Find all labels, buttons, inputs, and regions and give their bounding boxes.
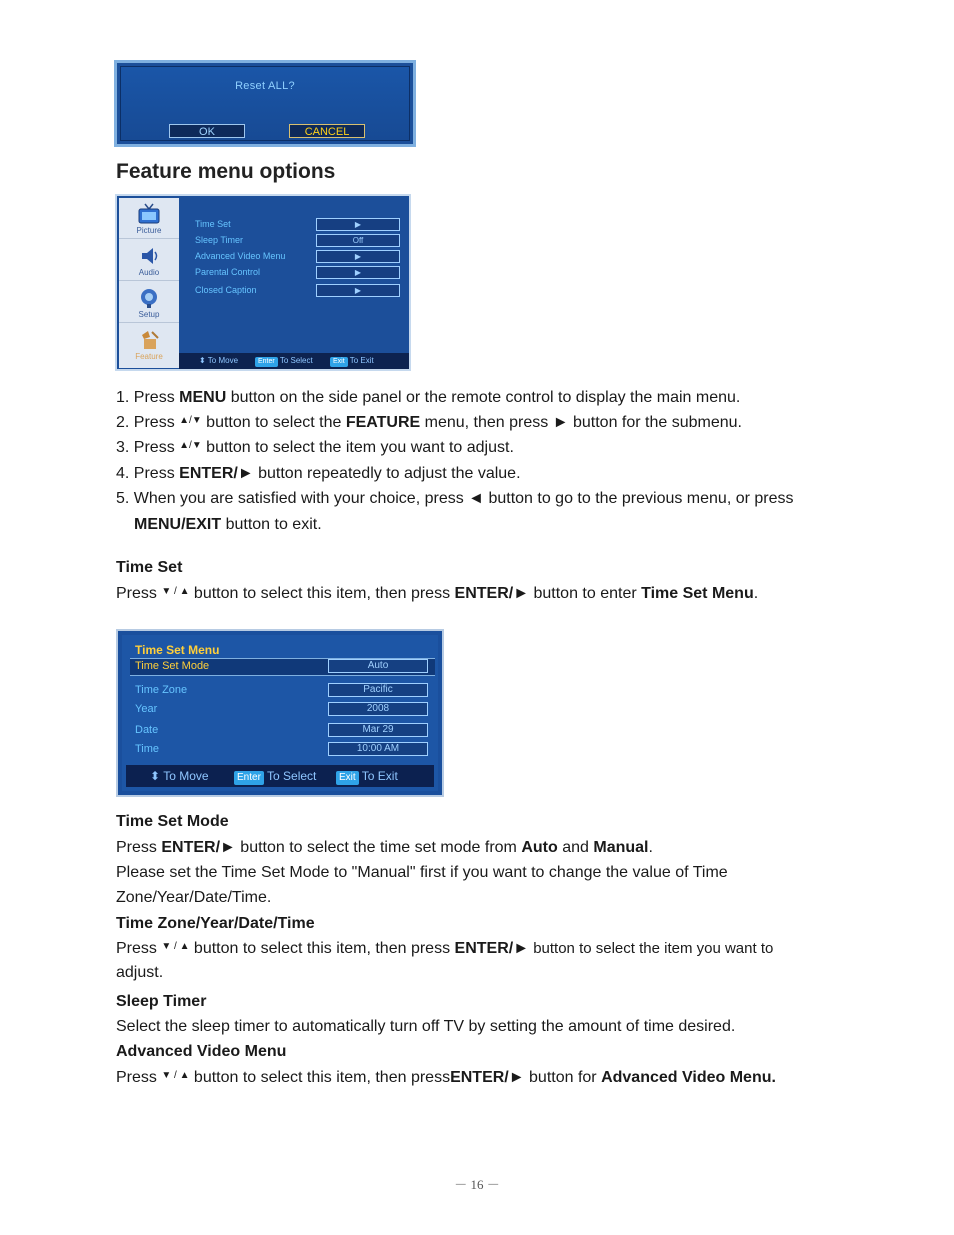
- menu-row-label: Time: [135, 743, 160, 755]
- menu-row-value: ▶: [316, 284, 400, 297]
- sidebar-label: Audio: [138, 268, 160, 277]
- menu-row-label: Parental Control: [195, 267, 261, 277]
- menu-row-value: Off: [316, 234, 400, 247]
- up-down-arrow-icon: ⬍: [150, 769, 161, 783]
- page-heading: Feature menu options: [116, 160, 336, 183]
- page-number: － 16 －: [454, 1177, 500, 1192]
- menu-row-value: ▶: [316, 266, 400, 279]
- menu-sidebar: [119, 198, 179, 368]
- menu-row-value: Auto: [328, 659, 428, 673]
- reset-dialog-screenshot: [114, 60, 416, 147]
- select-hint-label: To Select: [267, 769, 317, 783]
- feature-menu-screenshot: [115, 194, 411, 371]
- advanced-video-heading: Advanced Video Menu: [116, 1043, 287, 1060]
- menu-row-value: ▶: [316, 218, 400, 231]
- time-set-mode-line-3: Zone/Year/Date/Time.: [116, 889, 272, 906]
- tv-icon: [136, 203, 162, 225]
- menu-row-value: Pacific: [328, 683, 428, 697]
- time-zone-line-1: Press ▼ / ▲ button to select this item, then press ENTER/► button to select the item you want to: [116, 940, 774, 957]
- ok-button: OK: [169, 124, 245, 138]
- select-hint-label: To Select: [279, 356, 313, 365]
- menu-row: [135, 702, 435, 718]
- sleep-timer-heading: Sleep Timer: [116, 993, 207, 1010]
- menu-row-label: Time Set Mode: [135, 660, 210, 672]
- step-1: 1. Press MENU button on the side panel or the remote control to display the main menu.: [116, 389, 741, 406]
- satellite-dish-icon: [136, 287, 162, 309]
- reset-dialog-panel: [120, 66, 410, 141]
- menu-row: [195, 284, 405, 298]
- time-set-menu-panel: [122, 635, 438, 791]
- move-hint: [150, 769, 209, 783]
- select-hint: [234, 769, 316, 785]
- sidebar-label: Setup: [138, 310, 160, 319]
- menu-row-label: Sleep Timer: [195, 235, 244, 245]
- time-set-heading: Time Set: [116, 559, 183, 576]
- menu-row: [135, 683, 435, 699]
- advanced-video-text: Press ▼ / ▲ button to select this item, then pressENTER/► button for Advanced Video Menu.: [116, 1069, 776, 1086]
- down-up-arrows-icon: ▼ / ▲: [161, 941, 190, 953]
- time-zone-heading: Time Zone/Year/Date/Time: [116, 915, 315, 932]
- step-4: 4. Press ENTER/► button repeatedly to adjust the value.: [116, 465, 521, 482]
- menu-row-selected: [130, 658, 435, 676]
- menu-row: [195, 218, 405, 232]
- sidebar-label: Feature: [135, 352, 163, 361]
- sidebar-item-audio: [119, 240, 179, 281]
- time-set-mode-heading: Time Set Mode: [116, 813, 229, 830]
- menu-row: [195, 266, 405, 280]
- up-down-arrows-icon: ▲/▼: [179, 440, 202, 452]
- exit-hint: [336, 769, 398, 785]
- step-5: 5. When you are satisfied with your choice, press ◄ button to go to the previous menu, or press: [116, 490, 794, 507]
- cancel-button: CANCEL: [289, 124, 365, 138]
- exit-key-badge: Exit: [336, 771, 359, 785]
- menu-row-value: 10:00 AM: [328, 742, 428, 756]
- select-hint: [255, 356, 313, 367]
- step-5-continued: MENU/EXIT button to exit.: [134, 516, 322, 533]
- reset-question: Reset ALL?: [235, 80, 295, 92]
- move-hint: [199, 356, 238, 365]
- menu-row-label: Time Set: [195, 219, 231, 229]
- time-set-text: Press ▼ / ▲ button to select this item, then press ENTER/► button to enter Time Set Menu.: [116, 585, 759, 602]
- menu-row-value: Mar 29: [328, 723, 428, 737]
- down-up-arrows-icon: ▼ / ▲: [161, 586, 190, 598]
- sidebar-item-setup: [119, 282, 179, 323]
- time-set-menu-screenshot: [116, 629, 444, 797]
- move-hint-label: To Move: [163, 769, 209, 783]
- sleep-timer-text: Select the sleep timer to automatically turn off TV by setting the amount of time desired.: [116, 1018, 736, 1035]
- enter-key-badge: Enter: [255, 357, 278, 367]
- menu-row: [135, 723, 435, 739]
- menu-row: [195, 234, 405, 248]
- menu-row-label: Time Zone: [135, 684, 188, 696]
- sidebar-label: Picture: [136, 226, 162, 235]
- step-2: 2. Press ▲/▼ button to select the FEATURE menu, then press ► button for the submenu.: [116, 414, 742, 431]
- menu-row-value: 2008: [328, 702, 428, 716]
- exit-key-badge: Exit: [330, 357, 348, 367]
- exit-hint: [330, 356, 374, 367]
- menu-row-label: Year: [135, 703, 158, 715]
- menu-footer: [126, 765, 434, 787]
- time-zone-line-2: adjust.: [116, 964, 164, 981]
- step-3: 3. Press ▲/▼ button to select the item you want to adjust.: [116, 439, 514, 456]
- menu-row-label: Date: [135, 724, 159, 736]
- menu-footer: [179, 353, 409, 369]
- exit-hint-label: To Exit: [349, 356, 374, 365]
- exit-hint-label: To Exit: [361, 769, 398, 783]
- enter-key-badge: Enter: [234, 771, 264, 785]
- menu-row: [195, 250, 405, 264]
- time-set-menu-title: Time Set Menu: [135, 643, 220, 657]
- menu-row-label: Advanced Video Menu: [195, 251, 286, 261]
- feature-tools-icon: [136, 329, 162, 351]
- sidebar-item-picture: [119, 198, 179, 239]
- menu-row: [135, 742, 435, 758]
- menu-row-label: Closed Caption: [195, 285, 257, 295]
- menu-row-value: ▶: [316, 250, 400, 263]
- sidebar-item-feature: [119, 324, 179, 365]
- up-down-arrows-icon: ▲/▼: [179, 415, 202, 427]
- speaker-icon: [136, 245, 162, 267]
- down-up-arrows-icon: ▼ / ▲: [161, 1070, 190, 1082]
- time-set-mode-line-2: Please set the Time Set Mode to "Manual" first if you want to change the value of Time: [116, 864, 728, 881]
- time-set-mode-line-1: Press ENTER/► button to select the time set mode from Auto and Manual.: [116, 839, 653, 856]
- up-down-arrow-icon: ⬍: [199, 356, 206, 365]
- move-hint-label: To Move: [207, 356, 239, 365]
